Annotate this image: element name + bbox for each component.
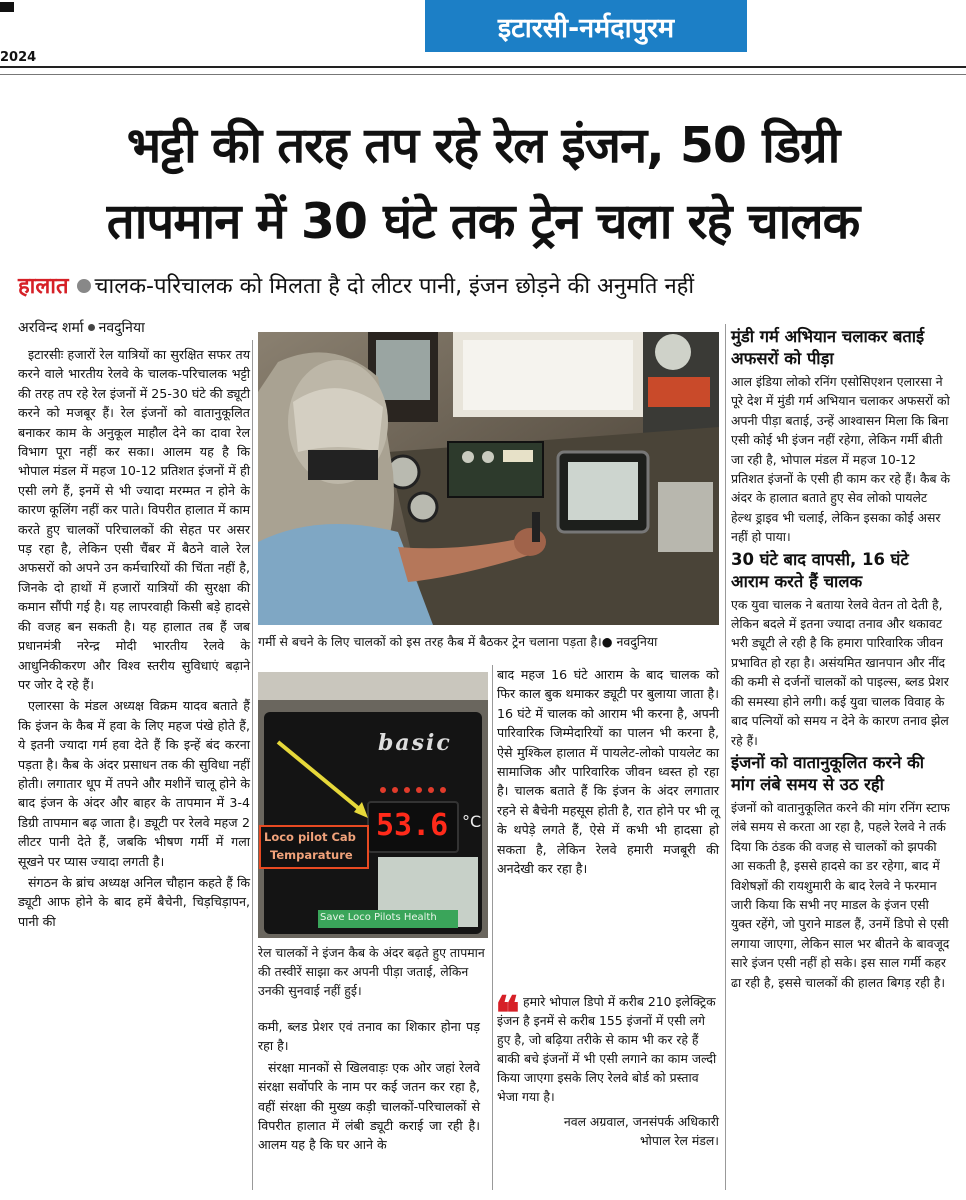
meter-photo-caption: रेल चालकों ने इंजन कैब के अंदर बढ़ते हुए तापमान की तस्वीरें साझा कर अपनी पीड़ा जताई, लेकिन उनकी सुनवाई नहीं हुई। — [258, 945, 485, 998]
sidebar-heading: 30 घंटे बाद वापसी, 16 घंटे आराम करते हैं चालक — [731, 549, 909, 591]
column2b-paragraph: कमी, ब्लड प्रेशर एवं तनाव का शिकार होना पड़ रहा है। — [258, 1019, 480, 1054]
subheadline-kicker: हालात — [18, 274, 69, 299]
column2b-paragraph: संरक्षा मानकों से खिलवाड़ः एक ओर जहां रेलवे संरक्षा सर्वोपरि के नाम पर कई जतन कर रहा है, वहीं संरक्षा की मुख्य कड़ी चालकों-परिचालकों से विपरीत हालात में लंबी ड्यूटी कराई जा रही है। आलम यह है कि घर आने के — [258, 1059, 480, 1153]
headline-line-2: तापमान में 30 घंटे तक ट्रेन चला रहे चालक — [106, 193, 860, 250]
section-tag: इटारसी-नर्मदापुरम — [425, 0, 747, 52]
sidebar-heading: मुंडी गर्म अभियान चलाकर बताई अफसरों को पीड़ा — [731, 327, 925, 368]
subheadline — [18, 272, 948, 302]
article-column-1 — [18, 345, 250, 933]
edition-date: 2024 — [0, 50, 37, 65]
headline-line-1: भट्टी की तरह तप रहे रेल इंजन, 50 डिग्री — [126, 117, 840, 174]
byline — [18, 318, 145, 337]
meter-label-line-2: Temparature — [270, 848, 353, 862]
main-photo-caption: गर्मी से बचने के लिए चालकों को इस तरह कैब में बैठकर ट्रेन चलाना पड़ता है।● नवदुनिया — [258, 634, 658, 649]
temperature-meter-photo — [258, 672, 488, 938]
main-photo — [258, 332, 719, 625]
quote-attribution-line-2: भोपाल रेल मंडल। — [639, 1133, 719, 1148]
bullet-icon — [77, 279, 91, 293]
quote-text: हमारे भोपाल डिपो में करीब 210 इलेक्ट्रिक इंजन है इनमें से करीब 155 इंजनों में एसी लगे हुए है, जो बढ़िया तरीके से काम भी कर रहे हैं बाकी बचे इंजनों में भी एसी लगाने का काम जल्दी किया जाएगा इसके लिए रेलवे बोर्ड को प्रस्ताव भेजा गया है। — [497, 994, 717, 1104]
subheadline-text: चालक-परिचालक को मिलता है दो लीटर पानी, इंजन छोड़ने की अनुमति नहीं — [94, 274, 695, 299]
sidebar-text: आल इंडिया लोको रनिंग एसोसिएशन एलारसा ने पूरे देश में मुंडी गर्म अभियान चलाकर अफसरों को अपनी पीड़ा बताई, उन्हें आश्वासन मिला कि बिना एसी कोई भी इंजन नहीं रहेगा, लेकिन गर्मी बीती जा रही है, भोपाल मंडल में महज 10-12 प्रतिशत इंजनों के एसी ही काम कर रहे हैं। कैब के अंदर के हालात बताते हुए सेव लोको पायलेट हेल्थ ड्राइव भी चलाई, लेकिन इसका कोई असर नहीं हो पाया। — [731, 374, 951, 545]
column1-paragraph: इटारसीः हजारों रेल यात्रियों का सुरक्षित सफर तय करने वाले भारतीय रेलवे के चालक-परिचालक भट्टी की तरह तप रहे रेल इंजनों में 25-30 घंटे की ड्यूटी करने को मजबूर हैं। रेल इंजनों को वातानुकूलित बनाकर काम के अनुकूल माहौल देने का दावा रेल विभाग पूरा नहीं कर सका। आलम यह है कि भोपाल मंडल में महज 10-12 प्रतिशत इंजनों में ही एसी लगे हैं, इनमें से भी ज्यादा मरम्मत न होने के कारण कूलिंग नहीं कर पाते। विपरीत हालात में काम करते हुए चालकों परिचालकों की सेहत पर असर पड़ रहा है, लेकिन एसी चैंबर में बैठने वाले रेल अफसरों को अपने उन कर्मचारियों की चिंता नहीं है, जिनके दो हाथों में हजारों यात्रियों की सुरक्षा की कमान सौंपी गई है। यह लापरवाही किसी बड़े हादसे की वजह बन सकती है। यह हालात तब हैं जब प्रधानमंत्री नरेन्द्र मोदी भारतीय रेलवे के आधुनिकीकरण और विश्व स्तरीय सुविधाएं बढ़ाने पर जोर दे रहे हैं। — [18, 347, 250, 692]
meter-brand: basic — [378, 730, 452, 756]
column-divider — [492, 665, 493, 1190]
sidebar-column — [731, 324, 951, 994]
header-rule — [0, 66, 966, 68]
sidebar-text: इंजनों को वातानुकूलित करने की मांग रनिंग स्टाफ लंबे समय से करता आ रहा है, पहले रेलवे ने तर्क दिया कि ठंडक की वजह से चालकों को झपकी आ सकती है, इससे हादसे का डर रहेगा, बाद में विशेषज्ञों की रायशुमारी के बाद रेलवे ने फरमान जारी किया कि सभी नए माडल के इंजन एसी युक्त रहेंगे, जो पुराने माडल हैं, उनमें डिपो से एसी लगाया जाएगा, लेकिन साल भर बीतने के बावजूद सारे इंजन एसी नहीं हो सके। इस साल गर्मी कहर ढा रही है, इससे चालकों की हालत बिगड़ रही है। — [731, 799, 950, 990]
column2-paragraph: बाद महज 16 घंटे आराम के बाद चालक को फिर काल बुक थमाकर ड्यूटी पर बुलाया जाता है। 16 घंटे में चालक को आराम भी करना है, अपनी पारिवारिक जिम्मेदारियों का पालन भी करना है, ऐसे मुश्किल हालात में पायलेट-लोको पायलेट का सामाजिक और पारिवारिक जीवन ध्वस्त हो रहा है। चालक बताते हैं कि इंजन के अंदर लगातार रहने से बैचेनी महसूस होती है, रात होने पर भी लू के थपेड़े लगते हैं, ऐसे में कभी भी हादसा हो सकता है, लेकिन रेलवे हमारी मजबूरी की अनदेखी कर रहा है। — [497, 667, 719, 877]
article-column-2 — [497, 665, 719, 880]
column1-paragraph: एलारसा के मंडल अध्यक्ष विक्रम यादव बताते हैं कि इंजन के कैब में हवा के लिए महज पंखे होते हैं, ये इतनी ज्यादा गर्म हवा देते हैं कि इन्हें बंद करना पड़ता है। कैब के अंदर प्रसाधन तक की सुविधा नहीं होती। लगातार धूप में तपने और मशीनें चालू होने के बाद इंजन के अंदर और बाहर के तापमान में 3-4 डिग्री तापमान बढ़ जाता है। ड्यूटी पर रेलवे महज 2 लीटर पानी देते हैं, जबकि भीषण गर्मी में गला सूखने पर प्यास ज्यादा लगती है। — [18, 698, 250, 869]
official-quote — [495, 986, 719, 1150]
meter-unit: °C — [462, 812, 482, 831]
sidebar-text: एक युवा चालक ने बताया रेलवे वेतन तो देती है, लेकिन बदले में इतना ज्यादा तनाव और थकावट भरी ड्यूटी ले रही है कि हमारा पारिवारिक जीवन प्रभावित हो रहा है। असंयमित खानपान और नींद की कमी से दर्जनों चालकों को पाइल्स, ब्लड प्रेशर की समस्या होने लगी। कई युवा चालक विवाह के बाद पत्नियों को समय न देने के कारण तनाव झेल रहे हैं। — [731, 596, 949, 748]
byline-paper: नवदुनिया — [98, 320, 145, 336]
header-rule-thin — [0, 74, 966, 75]
article-column-2b — [258, 1017, 480, 1157]
meter-label-line-1: Loco pilot Cab — [264, 830, 356, 844]
sidebar-heading: इंजनों को वातानुकूलित करने की मांग लंबे समय से उठ रही — [731, 752, 925, 794]
column1-paragraph: संगठन के ब्रांच अध्यक्ष अनिल चौहान कहते हैं कि ड्यूटी आफ होने के बाद हमें बैचेनी, चिड़चिड़ापन, पानी की — [18, 874, 250, 929]
meter-illustration — [258, 672, 488, 938]
column-divider — [725, 324, 726, 1190]
meter-reading: 53.6 — [376, 808, 449, 843]
page-header — [0, 0, 966, 64]
loco-cab-illustration — [258, 332, 719, 625]
column-divider — [252, 340, 253, 1190]
masthead-fragment — [0, 2, 14, 12]
byline-author: अरविन्द शर्मा — [18, 320, 84, 336]
quote-attribution-line-1: नवल अग्रवाल, जनसंपर्क अधिकारी — [563, 1114, 719, 1129]
headline — [18, 108, 948, 260]
quote-mark-icon: ❝ — [495, 986, 520, 1040]
dot-icon — [88, 324, 95, 331]
meter-footer: Save Loco Pilots Health — [320, 912, 437, 923]
